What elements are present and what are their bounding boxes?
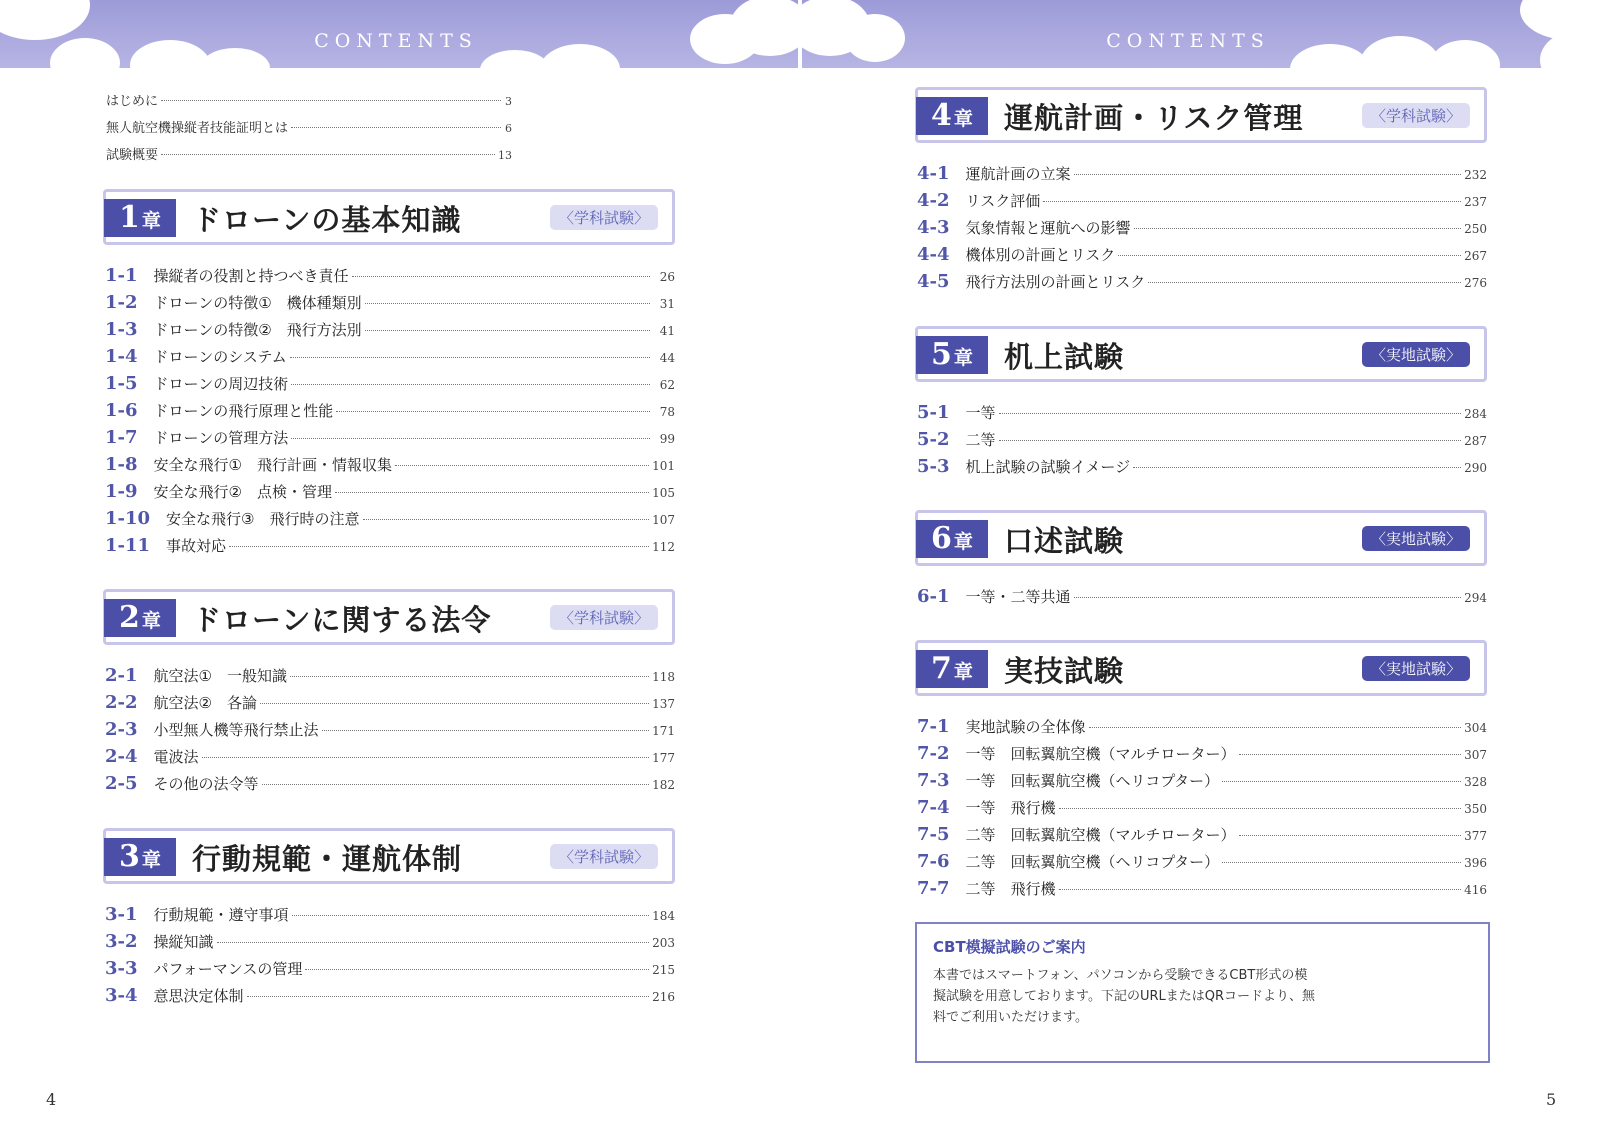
page-number: 26: [659, 270, 675, 284]
page-number-right: 5: [1546, 1090, 1557, 1109]
chapter-1-header[interactable]: [103, 189, 675, 245]
leader-dots: [322, 730, 650, 731]
section-title: 一等 回転翼航空機（ヘリコプター）: [965, 772, 1220, 790]
header-title-right: CONTENTS: [1106, 30, 1270, 52]
page-number: 216: [652, 990, 675, 1004]
page-number: 182: [652, 778, 675, 792]
cbt-notice-line: 擬試験を用意しております。下記のURLまたはQRコードより、無: [933, 989, 1316, 1004]
toc-item-row[interactable]: [917, 217, 1487, 244]
chapter-title: 実技試験: [1004, 654, 1125, 688]
section-number: 7-1: [917, 716, 950, 737]
chapter-badge: 1 章: [104, 199, 176, 237]
page-number: 3: [505, 95, 512, 108]
leader-dots: [291, 384, 650, 385]
section-title: 安全な飛行③ 飛行時の注意: [166, 510, 360, 528]
section-number: 1-7: [105, 427, 138, 448]
section-title: 気象情報と運航への影響: [965, 219, 1131, 237]
section-title: その他の法令等: [153, 775, 259, 793]
section-number: 3-2: [105, 931, 138, 952]
toc-entry[interactable]: [106, 144, 512, 171]
section-number: 7-7: [917, 878, 950, 899]
section-title: ドローンの特徴① 機体種類別: [153, 294, 362, 312]
section-title: 飛行方法別の計画とリスク: [965, 273, 1146, 291]
toc-item-row[interactable]: [917, 824, 1487, 851]
section-title: 安全な飛行① 飛行計画・情報収集: [153, 456, 392, 474]
chapter-badge: 7 章: [916, 650, 988, 688]
page-number: 328: [1464, 775, 1487, 789]
section-number: 2-5: [105, 773, 138, 794]
cbt-notice-line: 本書ではスマートフォン、パソコンから受験できるCBT形式の模: [933, 968, 1308, 983]
toc-item-row[interactable]: [105, 319, 675, 346]
toc-entry-title: はじめに: [106, 94, 159, 109]
section-number: 1-2: [105, 292, 138, 313]
section-number: 4-5: [917, 271, 950, 292]
exam-type-tag: 〈実地試験〉: [1362, 342, 1470, 367]
page-number: 112: [652, 540, 675, 554]
leader-dots: [262, 784, 650, 785]
cbt-notice-box: [915, 922, 1490, 1063]
section-title: ドローンのシステム: [153, 348, 287, 366]
section-title: 運航計画の立案: [965, 165, 1071, 183]
page-number: 31: [659, 297, 675, 311]
toc-item-row[interactable]: [105, 292, 675, 319]
chapter-5-header[interactable]: [915, 326, 1487, 382]
section-title: 二等 回転翼航空機（ヘリコプター）: [965, 853, 1220, 871]
leader-dots: [290, 676, 649, 677]
section-title: 機体別の計画とリスク: [965, 246, 1116, 264]
chapter-1-items: [105, 265, 675, 562]
page-number: 232: [1464, 168, 1487, 182]
chapter-title: 机上試験: [1004, 340, 1125, 374]
leader-dots: [999, 413, 1462, 414]
page-number: 290: [1464, 461, 1487, 475]
chapter-badge: 2 章: [104, 599, 176, 637]
chapter-2-header[interactable]: [103, 589, 675, 645]
toc-item-row[interactable]: [917, 878, 1487, 905]
section-title: 航空法① 一般知識: [153, 667, 287, 685]
chapter-badge: 4 章: [916, 97, 988, 135]
toc-item-row[interactable]: [917, 586, 1487, 613]
chapter-6-items: [917, 586, 1487, 613]
page-number: 284: [1464, 407, 1487, 421]
toc-item-row[interactable]: [105, 719, 675, 746]
chapter-3-items: [105, 904, 675, 1012]
toc-item-row[interactable]: [105, 773, 675, 800]
intro-list: [106, 90, 512, 171]
section-number: 1-8: [105, 454, 138, 475]
section-title: 安全な飛行② 点検・管理: [153, 483, 332, 501]
leader-dots: [1222, 781, 1461, 782]
section-title: リスク評価: [965, 192, 1041, 210]
leader-dots: [305, 969, 649, 970]
leader-dots: [161, 100, 501, 101]
page-number: 44: [659, 351, 675, 365]
toc-item-row[interactable]: [917, 456, 1487, 483]
leader-dots: [260, 703, 649, 704]
section-number: 7-6: [917, 851, 950, 872]
leader-dots: [1133, 467, 1461, 468]
header-title-left: CONTENTS: [314, 30, 478, 52]
chapter-title: 行動規範・運航体制: [192, 842, 463, 876]
page-number: 41: [659, 324, 675, 338]
section-number: 1-1: [105, 265, 138, 286]
toc-item-row[interactable]: [917, 190, 1487, 217]
section-title: ドローンの飛行原理と性能: [153, 402, 334, 420]
chapter-badge: 3 章: [104, 838, 176, 876]
section-number: 7-3: [917, 770, 950, 791]
section-number: 6-1: [917, 586, 950, 607]
exam-type-tag: 〈学科試験〉: [550, 205, 658, 230]
section-title: 一等 回転翼航空機（マルチローター）: [965, 745, 1236, 763]
section-number: 4-1: [917, 163, 950, 184]
page-number: 107: [652, 513, 675, 527]
page-number: 78: [659, 405, 675, 419]
leader-dots: [335, 492, 649, 493]
page-number: 377: [1464, 829, 1487, 843]
toc-entry-title: 無人航空機操縦者技能証明とは: [106, 121, 289, 136]
section-number: 2-1: [105, 665, 138, 686]
leader-dots: [291, 127, 501, 128]
toc-entry[interactable]: [106, 90, 512, 117]
section-title: 行動規範・遵守事項: [153, 906, 289, 924]
cbt-notice-line: 料でご利用いただけます。: [933, 1010, 1088, 1025]
section-title: 二等: [965, 431, 996, 449]
chapter-4-items: [917, 163, 1487, 298]
header-band-left: [0, 0, 798, 68]
section-number: 3-3: [105, 958, 138, 979]
leader-dots: [365, 330, 650, 331]
cbt-notice-body: [933, 965, 1472, 1028]
toc-item-row[interactable]: [917, 429, 1487, 456]
leader-dots: [1074, 597, 1462, 598]
section-number: 2-4: [105, 746, 138, 767]
section-number: 5-3: [917, 456, 950, 477]
toc-item-row[interactable]: [917, 797, 1487, 824]
section-title: 操縦者の役割と持つべき責任: [153, 267, 349, 285]
section-title: 小型無人機等飛行禁止法: [153, 721, 319, 739]
toc-entry[interactable]: [106, 117, 512, 144]
leader-dots: [1239, 754, 1462, 755]
leader-dots: [217, 942, 650, 943]
leader-dots: [1089, 727, 1462, 728]
page-number: 62: [659, 378, 675, 392]
section-title: 一等 飛行機: [965, 799, 1056, 817]
toc-item-row[interactable]: [917, 163, 1487, 190]
page-number: 137: [652, 697, 675, 711]
leader-dots: [1239, 835, 1462, 836]
page-number: 118: [652, 670, 675, 684]
toc-item-row[interactable]: [105, 692, 675, 719]
section-number: 3-1: [105, 904, 138, 925]
section-title: 二等 回転翼航空機（マルチローター）: [965, 826, 1236, 844]
section-title: 航空法② 各論: [153, 694, 257, 712]
chapter-title: ドローンに関する法令: [192, 603, 492, 637]
leader-dots: [352, 276, 650, 277]
page-number: 267: [1464, 249, 1487, 263]
leader-dots: [161, 154, 495, 155]
toc-item-row[interactable]: [105, 346, 675, 373]
toc-item-row[interactable]: [105, 904, 675, 931]
chapter-7-items: [917, 716, 1487, 905]
section-number: 1-6: [105, 400, 138, 421]
chapter-badge: 5 章: [916, 336, 988, 374]
toc-item-row[interactable]: [917, 402, 1487, 429]
section-number: 4-4: [917, 244, 950, 265]
leader-dots: [290, 357, 650, 358]
page-number: 287: [1464, 434, 1487, 448]
chapter-title: ドローンの基本知識: [192, 203, 462, 237]
chapter-title: 口述試験: [1004, 524, 1125, 558]
page-number-left: 4: [46, 1090, 57, 1109]
toc-item-row[interactable]: [917, 716, 1487, 743]
cbt-notice-title: CBT模擬試験のご案内: [933, 938, 1086, 956]
page-number: 203: [652, 936, 675, 950]
toc-item-row[interactable]: [105, 931, 675, 958]
leader-dots: [395, 465, 649, 466]
toc-item-row[interactable]: [105, 746, 675, 773]
page-number: 99: [659, 432, 675, 446]
section-number: 5-2: [917, 429, 950, 450]
section-title: 一等・二等共通: [965, 588, 1071, 606]
section-title: 実地試験の全体像: [965, 718, 1086, 736]
section-title: ドローンの管理方法: [153, 429, 289, 447]
section-number: 1-11: [105, 535, 151, 556]
toc-entry-title: 試験概要: [106, 148, 159, 163]
chapter-7-header[interactable]: [915, 640, 1487, 696]
leader-dots: [229, 546, 649, 547]
section-number: 4-2: [917, 190, 950, 211]
leader-dots: [247, 996, 650, 997]
page-number: 304: [1464, 721, 1487, 735]
toc-item-row[interactable]: [105, 535, 675, 562]
section-number: 1-5: [105, 373, 138, 394]
toc-item-row[interactable]: [105, 958, 675, 985]
toc-item-row[interactable]: [917, 851, 1487, 878]
leader-dots: [365, 303, 650, 304]
leader-dots: [999, 440, 1462, 441]
section-number: 1-3: [105, 319, 138, 340]
chapter-5-items: [917, 402, 1487, 483]
chapter-6-header[interactable]: [915, 510, 1487, 566]
page-number: 307: [1464, 748, 1487, 762]
section-number: 2-2: [105, 692, 138, 713]
chapter-3-header[interactable]: [103, 828, 675, 884]
chapter-2-items: [105, 665, 675, 800]
section-number: 1-10: [105, 508, 151, 529]
exam-type-tag: 〈学科試験〉: [550, 605, 658, 630]
section-title: 意思決定体制: [153, 987, 244, 1005]
toc-item-row[interactable]: [917, 244, 1487, 271]
section-number: 7-4: [917, 797, 950, 818]
exam-type-tag: 〈実地試験〉: [1362, 656, 1470, 681]
page-number: 416: [1464, 883, 1487, 897]
leader-dots: [363, 519, 650, 520]
leader-dots: [1222, 862, 1461, 863]
page-number: 13: [498, 149, 512, 162]
leader-dots: [1074, 174, 1462, 175]
page-number: 396: [1464, 856, 1487, 870]
page-number: 237: [1464, 195, 1487, 209]
section-number: 1-9: [105, 481, 138, 502]
chapter-title: 運航計画・リスク管理: [1004, 101, 1304, 135]
exam-type-tag: 〈実地試験〉: [1362, 526, 1470, 551]
page-number: 250: [1464, 222, 1487, 236]
toc-item-row[interactable]: [105, 481, 675, 508]
exam-type-tag: 〈学科試験〉: [1362, 103, 1470, 128]
page-number: 276: [1464, 276, 1487, 290]
toc-item-row[interactable]: [917, 271, 1487, 298]
section-title: 一等: [965, 404, 996, 422]
toc-item-row[interactable]: [105, 265, 675, 292]
toc-item-row[interactable]: [917, 770, 1487, 797]
leader-dots: [1118, 255, 1461, 256]
section-title: 操縦知識: [153, 933, 214, 951]
leader-dots: [1059, 808, 1462, 809]
section-number: 7-2: [917, 743, 950, 764]
leader-dots: [336, 411, 650, 412]
section-title: 机上試験の試験イメージ: [965, 458, 1131, 476]
leader-dots: [1043, 201, 1461, 202]
page-number: 184: [652, 909, 675, 923]
section-number: 5-1: [917, 402, 950, 423]
leader-dots: [292, 915, 650, 916]
toc-item-row[interactable]: [105, 400, 675, 427]
chapter-badge: 6 章: [916, 520, 988, 558]
page-number: 105: [652, 486, 675, 500]
section-title: 二等 飛行機: [965, 880, 1056, 898]
toc-item-row[interactable]: [105, 665, 675, 692]
leader-dots: [1059, 889, 1462, 890]
section-title: ドローンの周辺技術: [153, 375, 289, 393]
section-number: 3-4: [105, 985, 138, 1006]
page-number: 294: [1464, 591, 1487, 605]
toc-item-row[interactable]: [105, 373, 675, 400]
toc-item-row[interactable]: [105, 985, 675, 1012]
section-number: 2-3: [105, 719, 138, 740]
section-title: パフォーマンスの管理: [153, 960, 303, 978]
section-number: 4-3: [917, 217, 950, 238]
leader-dots: [202, 757, 650, 758]
section-title: 事故対応: [166, 537, 227, 555]
page-number: 6: [505, 122, 512, 135]
toc-item-row[interactable]: [105, 508, 675, 535]
leader-dots: [1134, 228, 1462, 229]
leader-dots: [1148, 282, 1461, 283]
exam-type-tag: 〈学科試験〉: [550, 844, 658, 869]
toc-item-row[interactable]: [917, 743, 1487, 770]
toc-item-row[interactable]: [105, 427, 675, 454]
chapter-4-header[interactable]: [915, 87, 1487, 143]
toc-item-row[interactable]: [105, 454, 675, 481]
page-number: 215: [652, 963, 675, 977]
section-number: 7-5: [917, 824, 950, 845]
section-title: ドローンの特徴② 飛行方法別: [153, 321, 362, 339]
section-title: 電波法: [153, 748, 199, 766]
page-number: 171: [652, 724, 675, 738]
page-number: 101: [652, 459, 675, 473]
section-number: 1-4: [105, 346, 138, 367]
leader-dots: [291, 438, 650, 439]
page-number: 177: [652, 751, 675, 765]
page-number: 350: [1464, 802, 1487, 816]
